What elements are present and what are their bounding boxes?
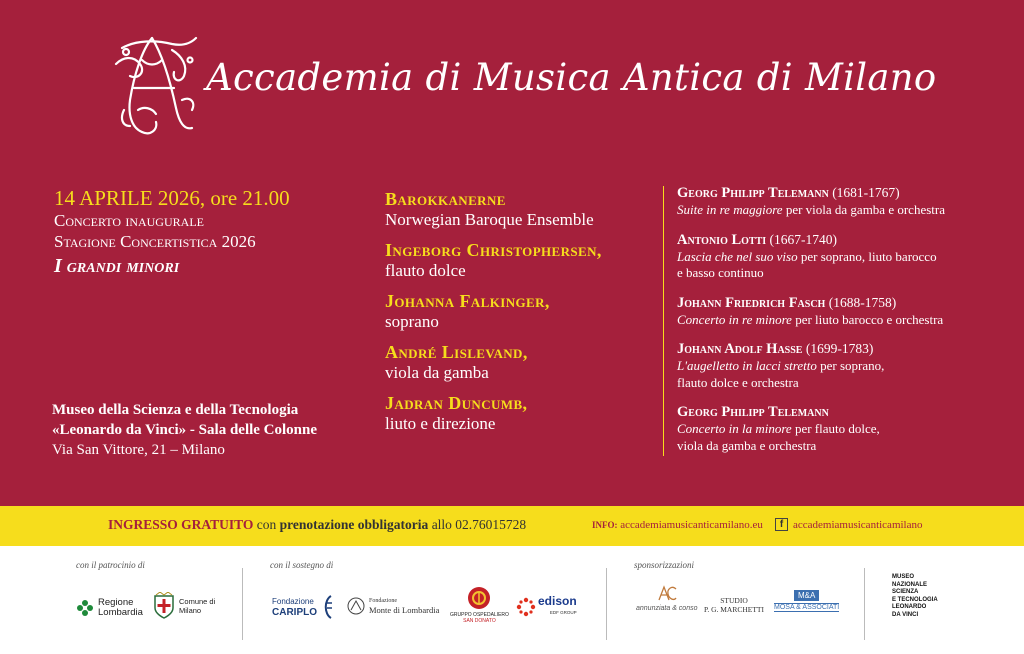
san-donato-icon [467,586,491,610]
program-item [677,184,1007,219]
piece-scoring: per flauto dolce, [794,421,880,436]
cariplo-mark-icon [320,594,334,620]
performer-name: Johanna Falkinger, [385,291,550,311]
free-entry-label: INGRESSO GRATUITO [108,517,254,532]
comune-text: Comune di [179,597,216,606]
venue-info [52,400,372,460]
with-text: con [256,517,277,532]
venue-name: Museo della Scienza e della Tecnologia [52,402,299,418]
rose-icon [76,599,94,617]
performer-name: Barokkanerne [385,189,506,209]
support-label: con il sostegno di [270,560,334,570]
mosa-associati-logo [774,590,839,612]
program-item [677,294,1007,329]
studio-marchetti-logo [704,596,764,614]
milano-text: Milano [179,606,202,615]
annunziata-conso-logo [636,584,698,612]
performer-name: Ingeborg Christophersen, [385,240,602,260]
patronage-label: con il patrocinio di [76,560,145,570]
lombardia-text: Lombardia [98,607,143,618]
performer-role: liuto e direzione [385,414,496,433]
info-label: INFO: [592,520,618,530]
piece-title: Concerto in la minore [677,421,792,436]
booking-label: prenotazione obbligatoria [279,517,429,532]
composer-dates: (1667-1740) [769,231,838,247]
footer-divider [606,568,607,640]
studio-text: STUDIO [720,596,748,605]
cariplo-logo [272,594,334,620]
san-donato-logo [450,586,509,624]
event-info [54,186,354,278]
marchetti-text: P. G. MARCHETTI [704,605,765,614]
museo-line: NAZIONALE [892,581,927,588]
venue-hall: «Leonardo da Vinci» - Sala delle Colonne [52,422,318,438]
composer-dates: (1699-1783) [805,341,874,356]
crest-icon [152,592,176,620]
cariplo-text: CARIPLO [272,607,317,618]
website-info [592,519,763,531]
piece-scoring: per soprano, [820,358,885,373]
museo-line: LEONARDO [892,604,927,610]
program-item [677,403,1007,454]
performer [385,239,665,281]
performer-name: André Lislevand, [385,342,528,362]
piece-scoring-cont: viola da gamba e orchestra [677,437,817,453]
fondazione-monte-text: Fondazione [369,598,397,604]
phone-text[interactable]: allo 02.76015728 [431,517,527,532]
performers-list [385,188,665,443]
facebook-icon: f [775,518,788,531]
sponsor-footer [0,546,1024,654]
edison-text: edison [538,594,577,608]
ac-monogram-icon [656,584,678,604]
performer [385,392,665,434]
gruppo-text: GRUPPO OSPEDALIERO [450,612,509,618]
regione-lombardia-logo [76,598,143,618]
piece-scoring: per viola da gamba e orchestra [785,202,945,217]
museo-line: MUSEO [892,574,915,580]
performer [385,290,665,332]
regione-text: Regione [98,597,134,608]
performer [385,341,665,383]
composer-name: Georg Philipp Telemann [677,404,829,420]
edison-sub-text: EDF GROUP [549,610,577,615]
event-line-2: Stagione Concertistica 2026 [54,232,256,251]
academy-title: Accademia di Musica Antica di Milano [206,56,937,99]
san-donato-text: SAN DONATO [463,618,496,624]
composer-name: Georg Philipp Telemann [677,185,829,201]
performer-role: viola da gamba [385,363,489,382]
piece-scoring-cont: e basso continuo [677,265,764,280]
fondazione-text: Fondazione [272,597,314,606]
sponsor-label: sponsorizzazioni [634,560,695,570]
event-line-1: Concerto inaugurale [54,211,204,230]
piece-scoring: per soprano, liuto barocco [800,248,937,264]
piece-title: L'augelletto in lacci stretto [677,358,817,373]
performer-role: Norwegian Baroque Ensemble [385,210,594,229]
series-title: I grandi minori [54,255,180,277]
venue-address: Via San Vittore, 21 – Milano [52,442,225,458]
edison-logo [516,596,577,618]
program-item [677,231,1007,282]
monte-emblem-icon [346,594,366,618]
admission-info [108,517,526,533]
monte-lombardia-logo [346,594,439,618]
column-divider [663,186,664,456]
monte-text: Monte di Lombardia [369,605,440,615]
annunziata-text: annunziata & conso [636,605,698,612]
facebook-info[interactable] [775,518,923,531]
comune-milano-logo [152,592,215,620]
composer-name: Antonio Lotti [677,231,767,248]
composer-dates: (1688-1758) [828,294,897,310]
piece-title: Concerto in re minore [677,311,792,327]
facebook-handle[interactable]: accademiamusicanticamilano [793,518,923,531]
website-link[interactable]: accademiamusicanticamilano.eu [620,519,763,531]
museo-line: SCIENZA [892,589,919,595]
museo-scienza-logo [892,574,938,619]
museo-line: E TECNOLOGIA [892,596,938,603]
piece-scoring: per liuto barocco e orchestra [795,311,944,327]
museo-line: DA VINCI [892,611,919,618]
composer-name: Johann Adolf Hasse [677,341,803,357]
piece-scoring-cont: flauto dolce e orchestra [677,374,799,390]
footer-divider [864,568,865,640]
footer-divider [242,568,243,640]
composer-name: Johann Friedrich Fasch [677,294,826,311]
performer-name: Jadran Duncumb, [385,393,528,413]
mba-text: M&A [794,590,819,601]
program-list [677,184,1007,466]
event-date: 14 APRILE 2026, ore 21.00 [54,186,290,210]
piece-title: Suite in re maggiore [677,202,783,217]
composer-dates: (1681-1767) [832,185,900,200]
performer [385,188,665,230]
performer-role: flauto dolce [385,261,466,280]
program-item [677,340,1007,391]
info-bar [0,506,1024,546]
mosa-text: MOSA & ASSOCIATI [774,604,840,611]
edison-burst-icon [516,597,536,617]
piece-title: Lascia che nel suo viso [677,248,798,264]
academy-logo [112,30,200,140]
performer-role: soprano [385,312,439,331]
